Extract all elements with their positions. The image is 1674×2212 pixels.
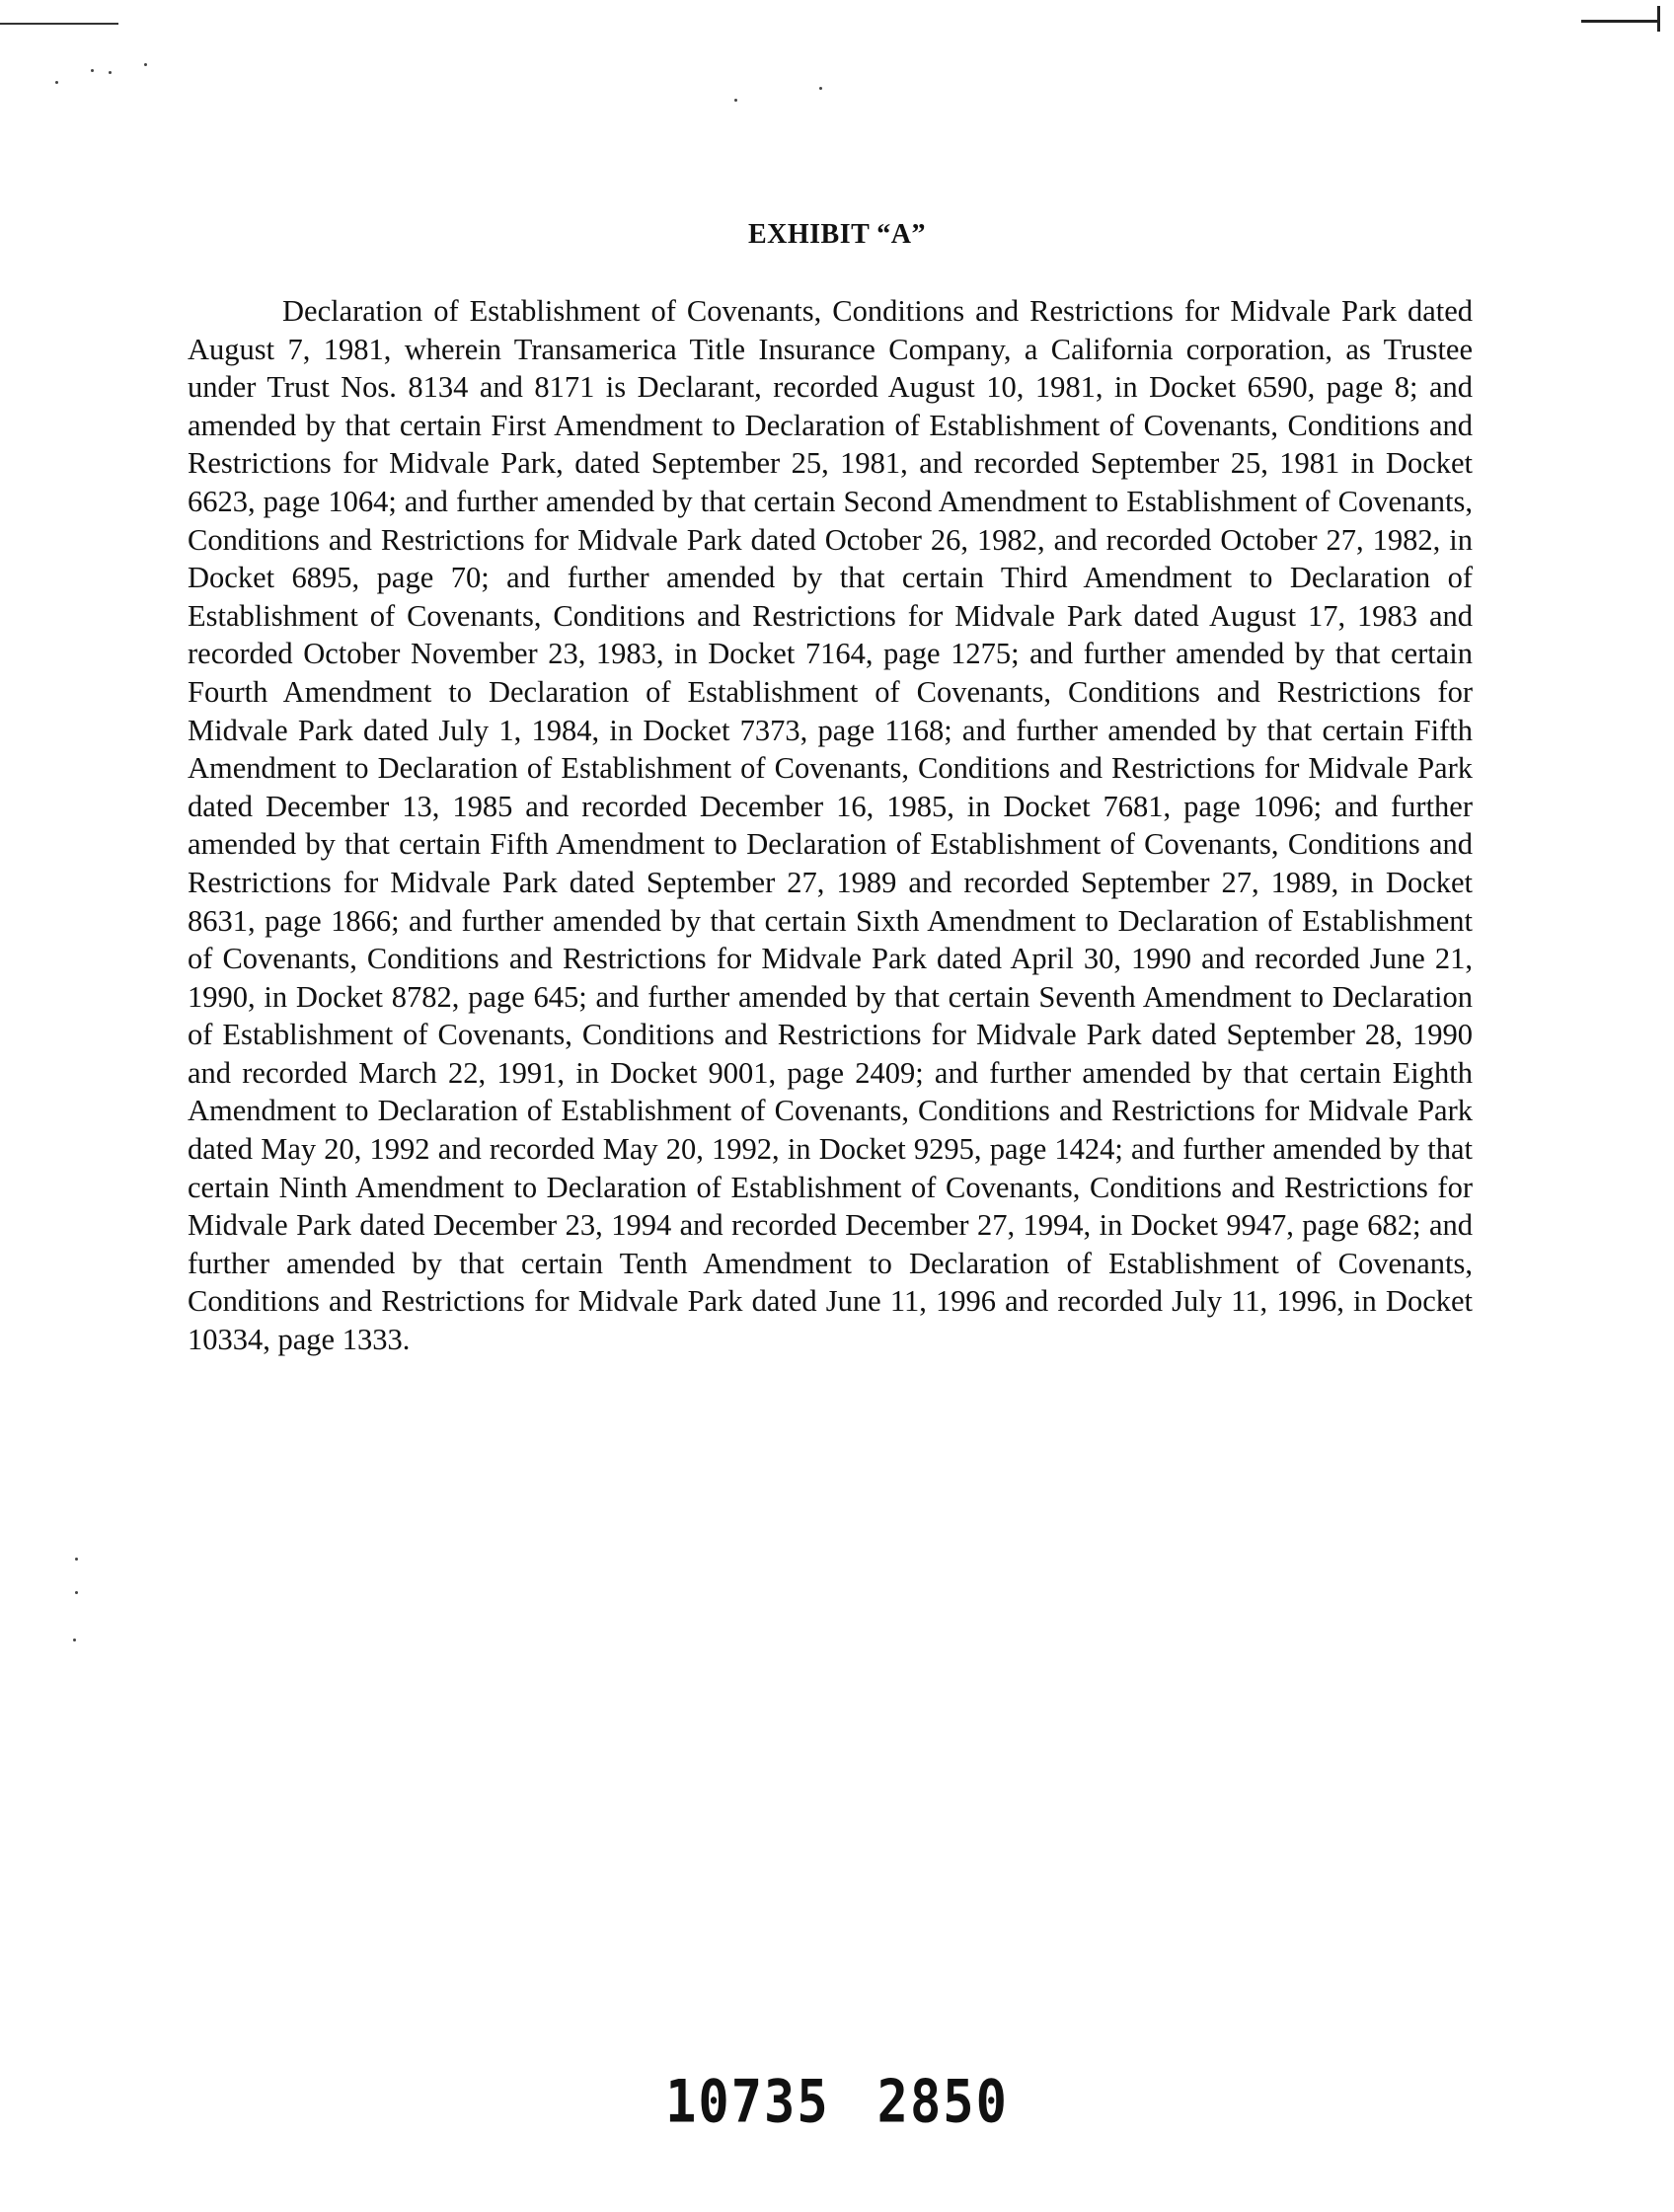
scan-speck [109, 71, 112, 74]
scan-speck [144, 63, 147, 66]
recording-stamp [0, 2069, 1674, 2137]
scan-speck [55, 81, 58, 84]
scan-speck [75, 1591, 78, 1594]
docket-number: 10735 [665, 2068, 830, 2137]
page-number: 2850 [876, 2068, 1009, 2137]
scan-speck [819, 87, 822, 90]
scan-artifact-line [1581, 20, 1660, 23]
scan-speck [91, 69, 94, 72]
scan-artifact-line [0, 23, 118, 25]
scan-speck [734, 99, 737, 102]
scan-speck [75, 1558, 78, 1561]
exhibit-title: EXHIBIT “A” [747, 219, 927, 250]
exhibit-body-paragraph: Declaration of Establishment of Covenants, Conditions and Restrictions for Midvale Park dated August 7, 1981, wherein Transamerica Title Insurance Company, a California corporation, as Trustee under Trust Nos. 8134 and 8171 is Declarant, recorded August 10, 1981, in Docket 6590, page 8; and amended by that certain First Amendment to Declaration of Establishment of Covenants, Conditions and Restrictions for Midvale Park, dated September 25, 1981, and recorded September 25, 1981 in Docket 6623, page 1064; and further amended by that certain Second Amendment to Establishment of Covenants, Conditions and Restrictions for Midvale Park dated October 26, 1982, and recorded October 27, 1982, in Docket 6895, page 70; and further amended by that certain Third Amendment to Declaration of Establishment of Covenants, Conditions and Restrictions for Midvale Park dated August 17, 1983 and recorded October November 23, 1983, in Docket 7164, page 1275; and further amended by that certain Fourth Amendment to Declaration of Establishment of Covenants, Conditions and Restrictions for Midvale Park dated July 1, 1984, in Docket 7373, page 1168; and further amended by that certain Fifth Amendment to Declaration of Establishment of Covenants, Conditions and Restrictions for Midvale Park dated December 13, 1985 and recorded December 16, 1985, in Docket 7681, page 1096; and further amended by that certain Fifth Amendment to Declaration of Establishment of Covenants, Conditions and Restrictions for Midvale Park dated September 27, 1989 and recorded September 27, 1989, in Docket 8631, page 1866; and further amended by that certain Sixth Amendment to Declaration of Establishment of Covenants, Conditions and Restrictions for Midvale Park dated April 30, 1990 and recorded June 21, 1990, in Docket 8782, page 645; and further amended by that certain Seventh Amendment to Declaration of Establishment of Covenants, Conditions and Restrictions for Midvale Park dated September 28, 1990 and recorded March 22, 1991, in Docket 9001, page 2409; and further amended by that certain Eighth Amendment to Declaration of Establishment of Covenants, Conditions and Restrictions for Midvale Park dated May 20, 1992 and recorded May 20, 1992, in Docket 9295, page 1424; and further amended by that certain Ninth Amendment to Declaration of Establishment of Covenants, Conditions and Restrictions for Midvale Park dated December 23, 1994 and recorded December 27, 1994, in Docket 9947, page 682; and further amended by that certain Tenth Amendment to Declaration of Establishment of Covenants, Conditions and Restrictions for Midvale Park dated June 11, 1996 and recorded July 11, 1996, in Docket 10334, page 1333. [188, 294, 1473, 1357]
scan-artifact-tick [1657, 6, 1660, 32]
scan-speck [73, 1639, 76, 1641]
